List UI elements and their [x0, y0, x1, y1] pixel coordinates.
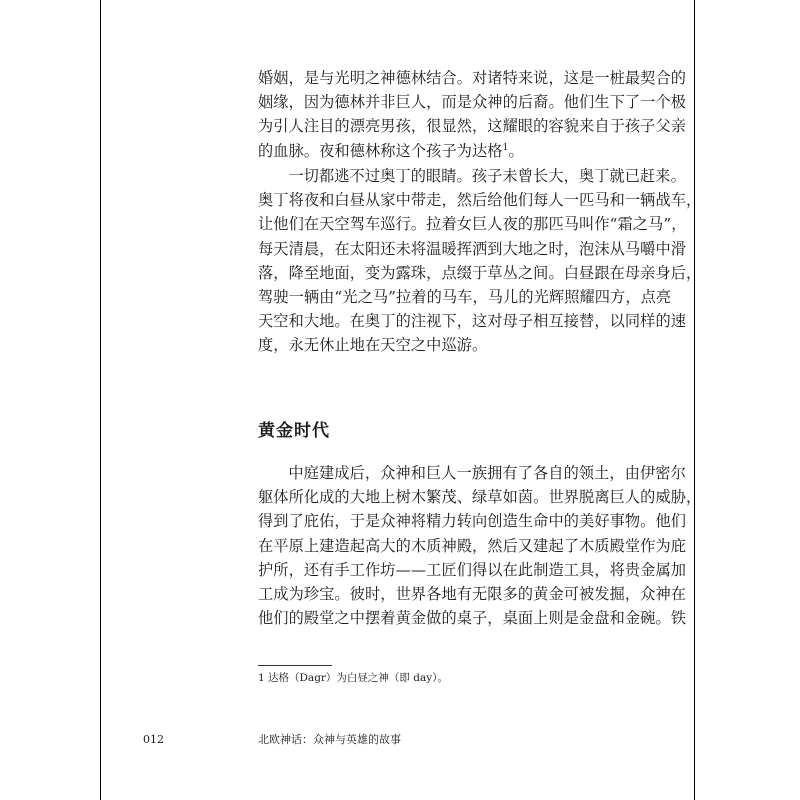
text-line [258, 139, 638, 163]
text-line: 姻缘，因为德林并非巨人，而是众神的后裔。他们生下了一个极 [258, 93, 687, 112]
running-title: 北欧神话：众神与英雄的故事 [258, 733, 401, 746]
text-line: 工成为珍宝。彼时，世界各地有无限多的黄金可被发掘，众神在 [258, 585, 687, 604]
text-line: 驾驶一辆由“光之马”拉着的马车，马儿的光辉照耀四方，点亮 [258, 288, 672, 307]
text-line: 在平原上建造起高大的木质神殿，然后又建起了木质殿堂作为庇 [258, 536, 687, 555]
page-number: 012 [143, 733, 164, 746]
footnote: 1 达格（Dagr）为白昼之神（即 day）。 [258, 672, 448, 684]
text-line: 中庭建成后，众神和巨人一族拥有了各自的领土，由伊密尔 [288, 464, 686, 482]
paragraph-3 [258, 461, 702, 630]
text-line: 他们的殿堂之中摆着黄金做的桌子，桌面上则是金盘和金碗。铁 [258, 609, 687, 628]
text-line: 得到了庇佑，于是众神将精力转向创造生命中的美好事物。他们 [258, 512, 687, 531]
text-segment: 。 [508, 141, 524, 160]
text-line: 奥丁将夜和白昼从家中带走，然后给他们每人一匹马和一辆战车， [258, 191, 702, 210]
text-line: 天空和大地。在奥丁的注视下，这对母子相互接替，以同样的速 [258, 312, 687, 331]
text-line: 婚姻，是与光明之神德林结合。对诸特来说，这是一桩最契合的 [258, 69, 687, 87]
text-line: 一切都逃不过奥丁的眼睛。孩子未曾长大，奥丁就已赶来。 [288, 167, 686, 185]
text-line: 为引人注目的漂亮男孩，很显然，这耀眼的容貌来自于孩子父亲 [258, 117, 687, 136]
text-segment: 的血脉。夜和德林称这个孩子为达格 [258, 141, 503, 160]
text-line: 护所，还有手工作坊——工匠们得以在此制造工具，将贵金属加 [258, 560, 687, 579]
section-heading: 黄金时代 [258, 421, 330, 441]
text-line: 躯体所化成的大地上树木繁茂、绿草如茵。世界脱离巨人的威胁， [258, 488, 702, 507]
paragraph-2 [258, 164, 702, 358]
footnote-marker[interactable]: 1 [502, 142, 509, 153]
text-line: 让他们在天空驾车巡行。拉着女巨人夜的那匹马叫作“霜之马”， [258, 215, 687, 234]
text-line: 落，降至地面，变为露珠，点缀于草丛之间。白昼跟在母亲身后， [258, 263, 702, 282]
paragraph-1 [258, 66, 687, 163]
text-line: 度，永无休止地在天空之中巡游。 [258, 336, 488, 355]
footnote-divider [258, 665, 332, 666]
text-line: 每天清晨，在太阳还未将温暖挥洒到大地之时，泡沫从马嚼中滑 [258, 239, 687, 258]
